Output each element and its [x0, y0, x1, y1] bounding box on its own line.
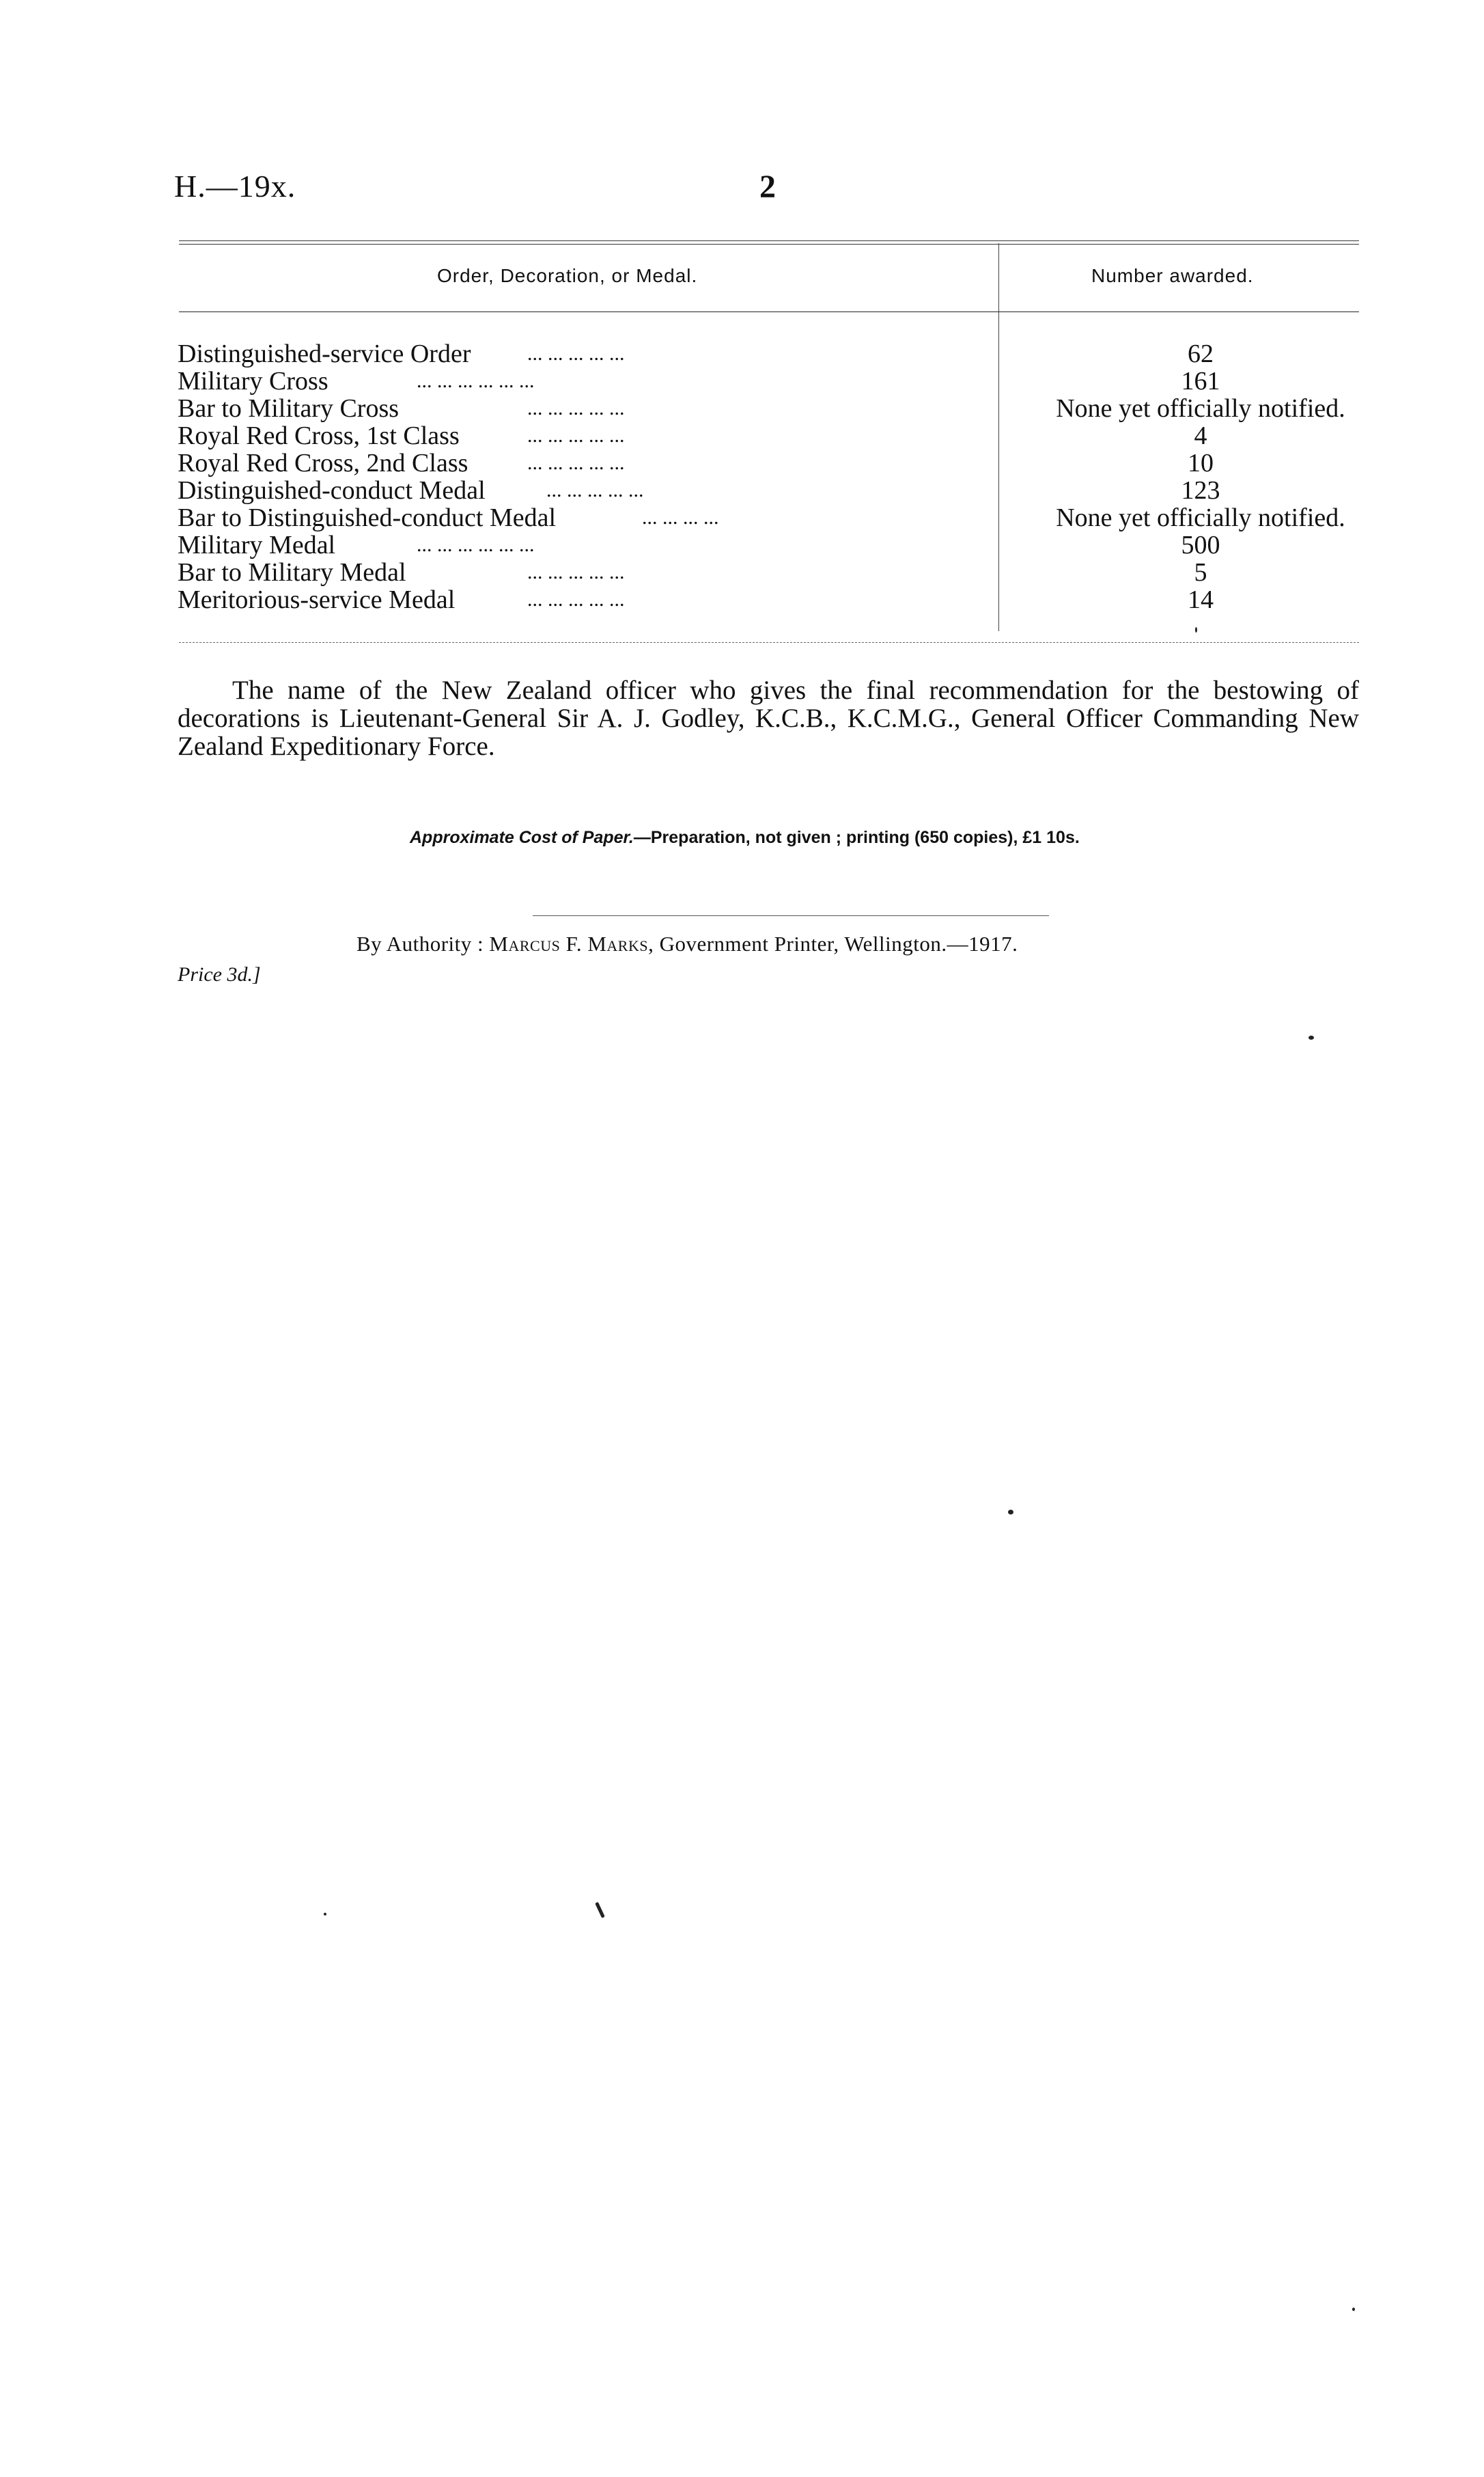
scan-speck [324, 1913, 326, 1915]
authority-prefix: By Authority : [356, 932, 490, 956]
table-row [178, 504, 1359, 531]
award-name: Royal Red Cross, 1st Class [178, 421, 460, 450]
award-name: Military Cross [178, 367, 328, 396]
scan-speck [595, 1902, 605, 1918]
scan-speck [1008, 1510, 1013, 1514]
recommendation-paragraph [178, 676, 1359, 760]
table-row [178, 477, 1359, 504]
award-name: Royal Red Cross, 2nd Class [178, 449, 468, 478]
table-row [178, 559, 1359, 586]
column-header-order: Order, Decoration, or Medal. [437, 265, 698, 286]
cost-note [410, 828, 1080, 848]
award-number: None yet officially notified. [1056, 394, 1345, 423]
award-number: 14 [1188, 585, 1214, 614]
table-row [178, 368, 1359, 395]
page-number: 2 [759, 169, 776, 205]
footer-rule [533, 915, 1049, 916]
award-name: Bar to Distinguished-conduct Medal [178, 503, 557, 532]
leader-dots: ... ... ... ... ... [527, 561, 625, 583]
award-number: 123 [1181, 476, 1220, 505]
leader-dots: ... ... ... ... [642, 506, 719, 529]
award-number: None yet officially notified. [1056, 503, 1345, 532]
leader-dots: ... ... ... ... ... ... [417, 534, 535, 556]
award-name: Meritorious-service Medal [178, 585, 456, 614]
award-number: 10 [1188, 449, 1214, 478]
document-reference: H.—19x. [174, 169, 296, 204]
table-row [178, 395, 1359, 422]
cost-note-text: —Preparation, not given ; printing (650 copies), £1 10s. [633, 828, 1080, 847]
award-name: Distinguished-conduct Medal [178, 476, 486, 505]
leader-dots: ... ... ... ... ... ... [417, 370, 535, 392]
table-row [178, 340, 1359, 368]
award-number: 500 [1181, 531, 1220, 559]
paragraph-text: The name of the New Zealand officer who gives the final recommendation for the bestowing of decorations is Lieutenant-General Sir A. J. Godley, K.C.B., K.C.M.G., General Officer Commanding New Zealand Expeditionary Force. [178, 676, 1359, 761]
leader-dots: ... ... ... ... ... [527, 397, 625, 419]
printer-name: Marcus F. Marks [489, 932, 649, 956]
cost-note-lead: Approximate Cost of Paper. [410, 828, 634, 847]
leader-dots: ... ... ... ... ... [527, 588, 625, 611]
scan-speck [1308, 1036, 1314, 1040]
award-number: 4 [1194, 421, 1207, 450]
award-name: Bar to Military Medal [178, 558, 406, 587]
table-bottom-rule [179, 642, 1359, 643]
table-row [178, 422, 1359, 449]
table-top-rule [179, 240, 1359, 245]
table-row [178, 531, 1359, 559]
leader-dots: ... ... ... ... ... [527, 342, 625, 365]
award-number: 161 [1181, 367, 1220, 396]
scan-speck [1352, 2308, 1355, 2311]
leader-dots: ... ... ... ... ... [527, 452, 625, 474]
awards-table [178, 340, 1359, 613]
leader-dots: ... ... ... ... ... [546, 479, 644, 501]
table-row [178, 586, 1359, 613]
column-header-number: Number awarded. [1091, 265, 1254, 286]
award-name: Bar to Military Cross [178, 394, 400, 423]
award-name: Distinguished-service Order [178, 340, 471, 368]
printer-authority [356, 932, 1018, 956]
table-row [178, 449, 1359, 477]
authority-suffix: , Government Printer, Wellington.—1917. [648, 932, 1018, 956]
price-label: Price 3d.] [178, 963, 261, 986]
scan-speck [1195, 627, 1197, 633]
leader-dots: ... ... ... ... ... [527, 424, 625, 447]
award-number: 62 [1188, 340, 1214, 368]
award-number: 5 [1194, 558, 1207, 587]
award-name: Military Medal [178, 531, 336, 559]
